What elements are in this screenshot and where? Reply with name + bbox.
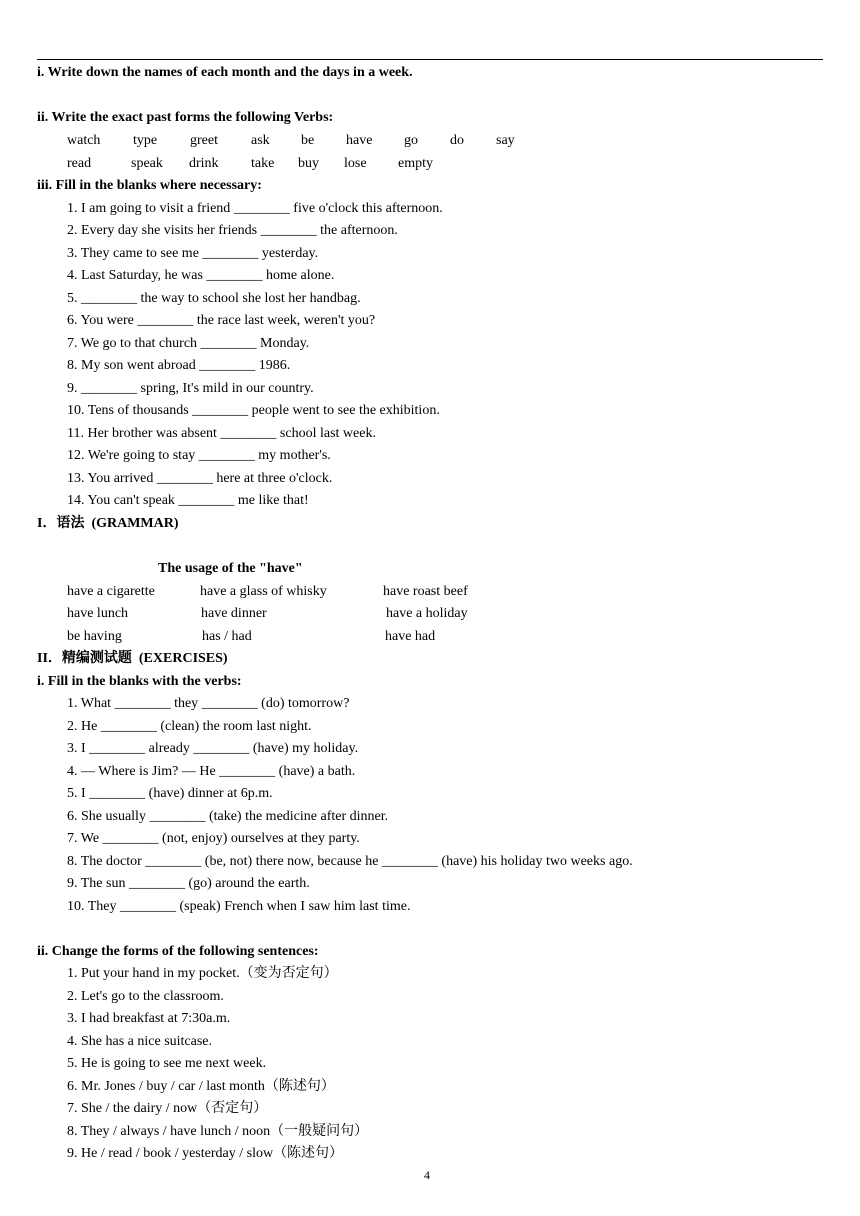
verb-word: empty [398, 156, 433, 171]
list-item: 4. — Where is Jim? — He ________ (have) a bath. [67, 764, 356, 779]
list-item: 13. You arrived ________ here at three o'clock. [67, 471, 333, 486]
usage-cell: have lunch [67, 606, 129, 621]
list-item: 6. You were ________ the race last week, weren't you? [67, 313, 376, 328]
verb-word: have [346, 133, 373, 148]
list-item: 9. The sun ________ (go) around the earth. [67, 876, 310, 891]
verb-word: watch [67, 133, 101, 148]
usage-cell: have a glass of whisky [200, 584, 327, 599]
list-item: 2. Let's go to the classroom. [67, 989, 224, 1004]
list-item: 6. She usually ________ (take) the medicine after dinner. [67, 809, 389, 824]
list-item: 3. I ________ already ________ (have) my holiday. [67, 741, 359, 756]
list-item: 9. ________ spring, It's mild in our country. [67, 381, 314, 396]
section-i-heading: i. Write down the names of each month and the days in a week. [37, 65, 413, 80]
list-item: 5. He is going to see me next week. [67, 1056, 267, 1071]
list-item: 3. I had breakfast at 7:30a.m. [67, 1011, 231, 1026]
usage-cell: have a holiday [386, 606, 468, 621]
ex-i-heading: i. Fill in the blanks with the verbs: [37, 674, 242, 689]
usage-title: The usage of the "have" [158, 561, 303, 576]
list-item: 14. You can't speak ________ me like that! [67, 493, 309, 508]
list-item: 10. Tens of thousands ________ people went to see the exhibition. [67, 403, 440, 418]
usage-cell: have roast beef [383, 584, 468, 599]
list-item: 8. My son went abroad ________ 1986. [67, 358, 291, 373]
list-item: 11. Her brother was absent ________ school last week. [67, 426, 376, 441]
list-item: 1. Put your hand in my pocket.（变为否定句） [67, 966, 338, 981]
verb-word: ask [251, 133, 270, 148]
verb-word: drink [189, 156, 219, 171]
section-ii-heading: ii. Write the exact past forms the following Verbs: [37, 110, 334, 125]
list-item: 2. He ________ (clean) the room last night. [67, 719, 312, 734]
list-item: 9. He / read / book / yesterday / slow（陈述句） [67, 1146, 344, 1161]
verb-word: be [301, 133, 315, 148]
list-item: 3. They came to see me ________ yesterday. [67, 246, 319, 261]
verb-word: go [404, 133, 418, 148]
usage-cell: be having [67, 629, 122, 644]
list-item: 10. They ________ (speak) French when I saw him last time. [67, 899, 411, 914]
usage-cell: have dinner [201, 606, 267, 621]
list-item: 12. We're going to stay ________ my mother's. [67, 448, 331, 463]
list-item: 8. The doctor ________ (be, not) there now, because he ________ (have) his holiday two weeks ago. [67, 854, 633, 869]
list-item: 5. ________ the way to school she lost her handbag. [67, 291, 361, 306]
list-item: 1. What ________ they ________ (do) tomorrow? [67, 696, 350, 711]
verb-word: read [67, 156, 92, 171]
ex-ii-heading: ii. Change the forms of the following sentences: [37, 944, 319, 959]
list-item: 4. She has a nice suitcase. [67, 1034, 213, 1049]
list-item: 7. We ________ (not, enjoy) ourselves at they party. [67, 831, 360, 846]
list-item: 8. They / always / have lunch / noon（一般疑问句） [67, 1124, 369, 1139]
exercises-heading: II．精编测试题 (EXERCISES) [37, 651, 228, 666]
list-item: 5. I ________ (have) dinner at 6p.m. [67, 786, 273, 801]
verb-word: type [133, 133, 158, 148]
grammar-heading: I．语法 (GRAMMAR) [37, 516, 179, 531]
list-item: 6. Mr. Jones / buy / car / last month（陈述句） [67, 1079, 335, 1094]
list-item: 7. She / the dairy / now（否定句） [67, 1101, 268, 1116]
list-item: 2. Every day she visits her friends ________ the afternoon. [67, 223, 398, 238]
verb-word: speak [131, 156, 163, 171]
list-item: 4. Last Saturday, he was ________ home alone. [67, 268, 335, 283]
usage-cell: has / had [202, 629, 252, 644]
verb-word: buy [298, 156, 319, 171]
usage-cell: have a cigarette [67, 584, 155, 599]
verb-word: do [450, 133, 464, 148]
usage-cell: have had [385, 629, 436, 644]
verb-word: lose [344, 156, 367, 171]
verb-word: say [496, 133, 515, 148]
page-number: 4 [424, 1168, 430, 1182]
list-item: 1. I am going to visit a friend ________ five o'clock this afternoon. [67, 201, 443, 216]
section-iii-heading: iii. Fill in the blanks where necessary: [37, 178, 262, 193]
header-rule [37, 59, 823, 60]
list-item: 7. We go to that church ________ Monday. [67, 336, 310, 351]
verb-word: greet [190, 133, 218, 148]
verb-word: take [251, 156, 275, 171]
